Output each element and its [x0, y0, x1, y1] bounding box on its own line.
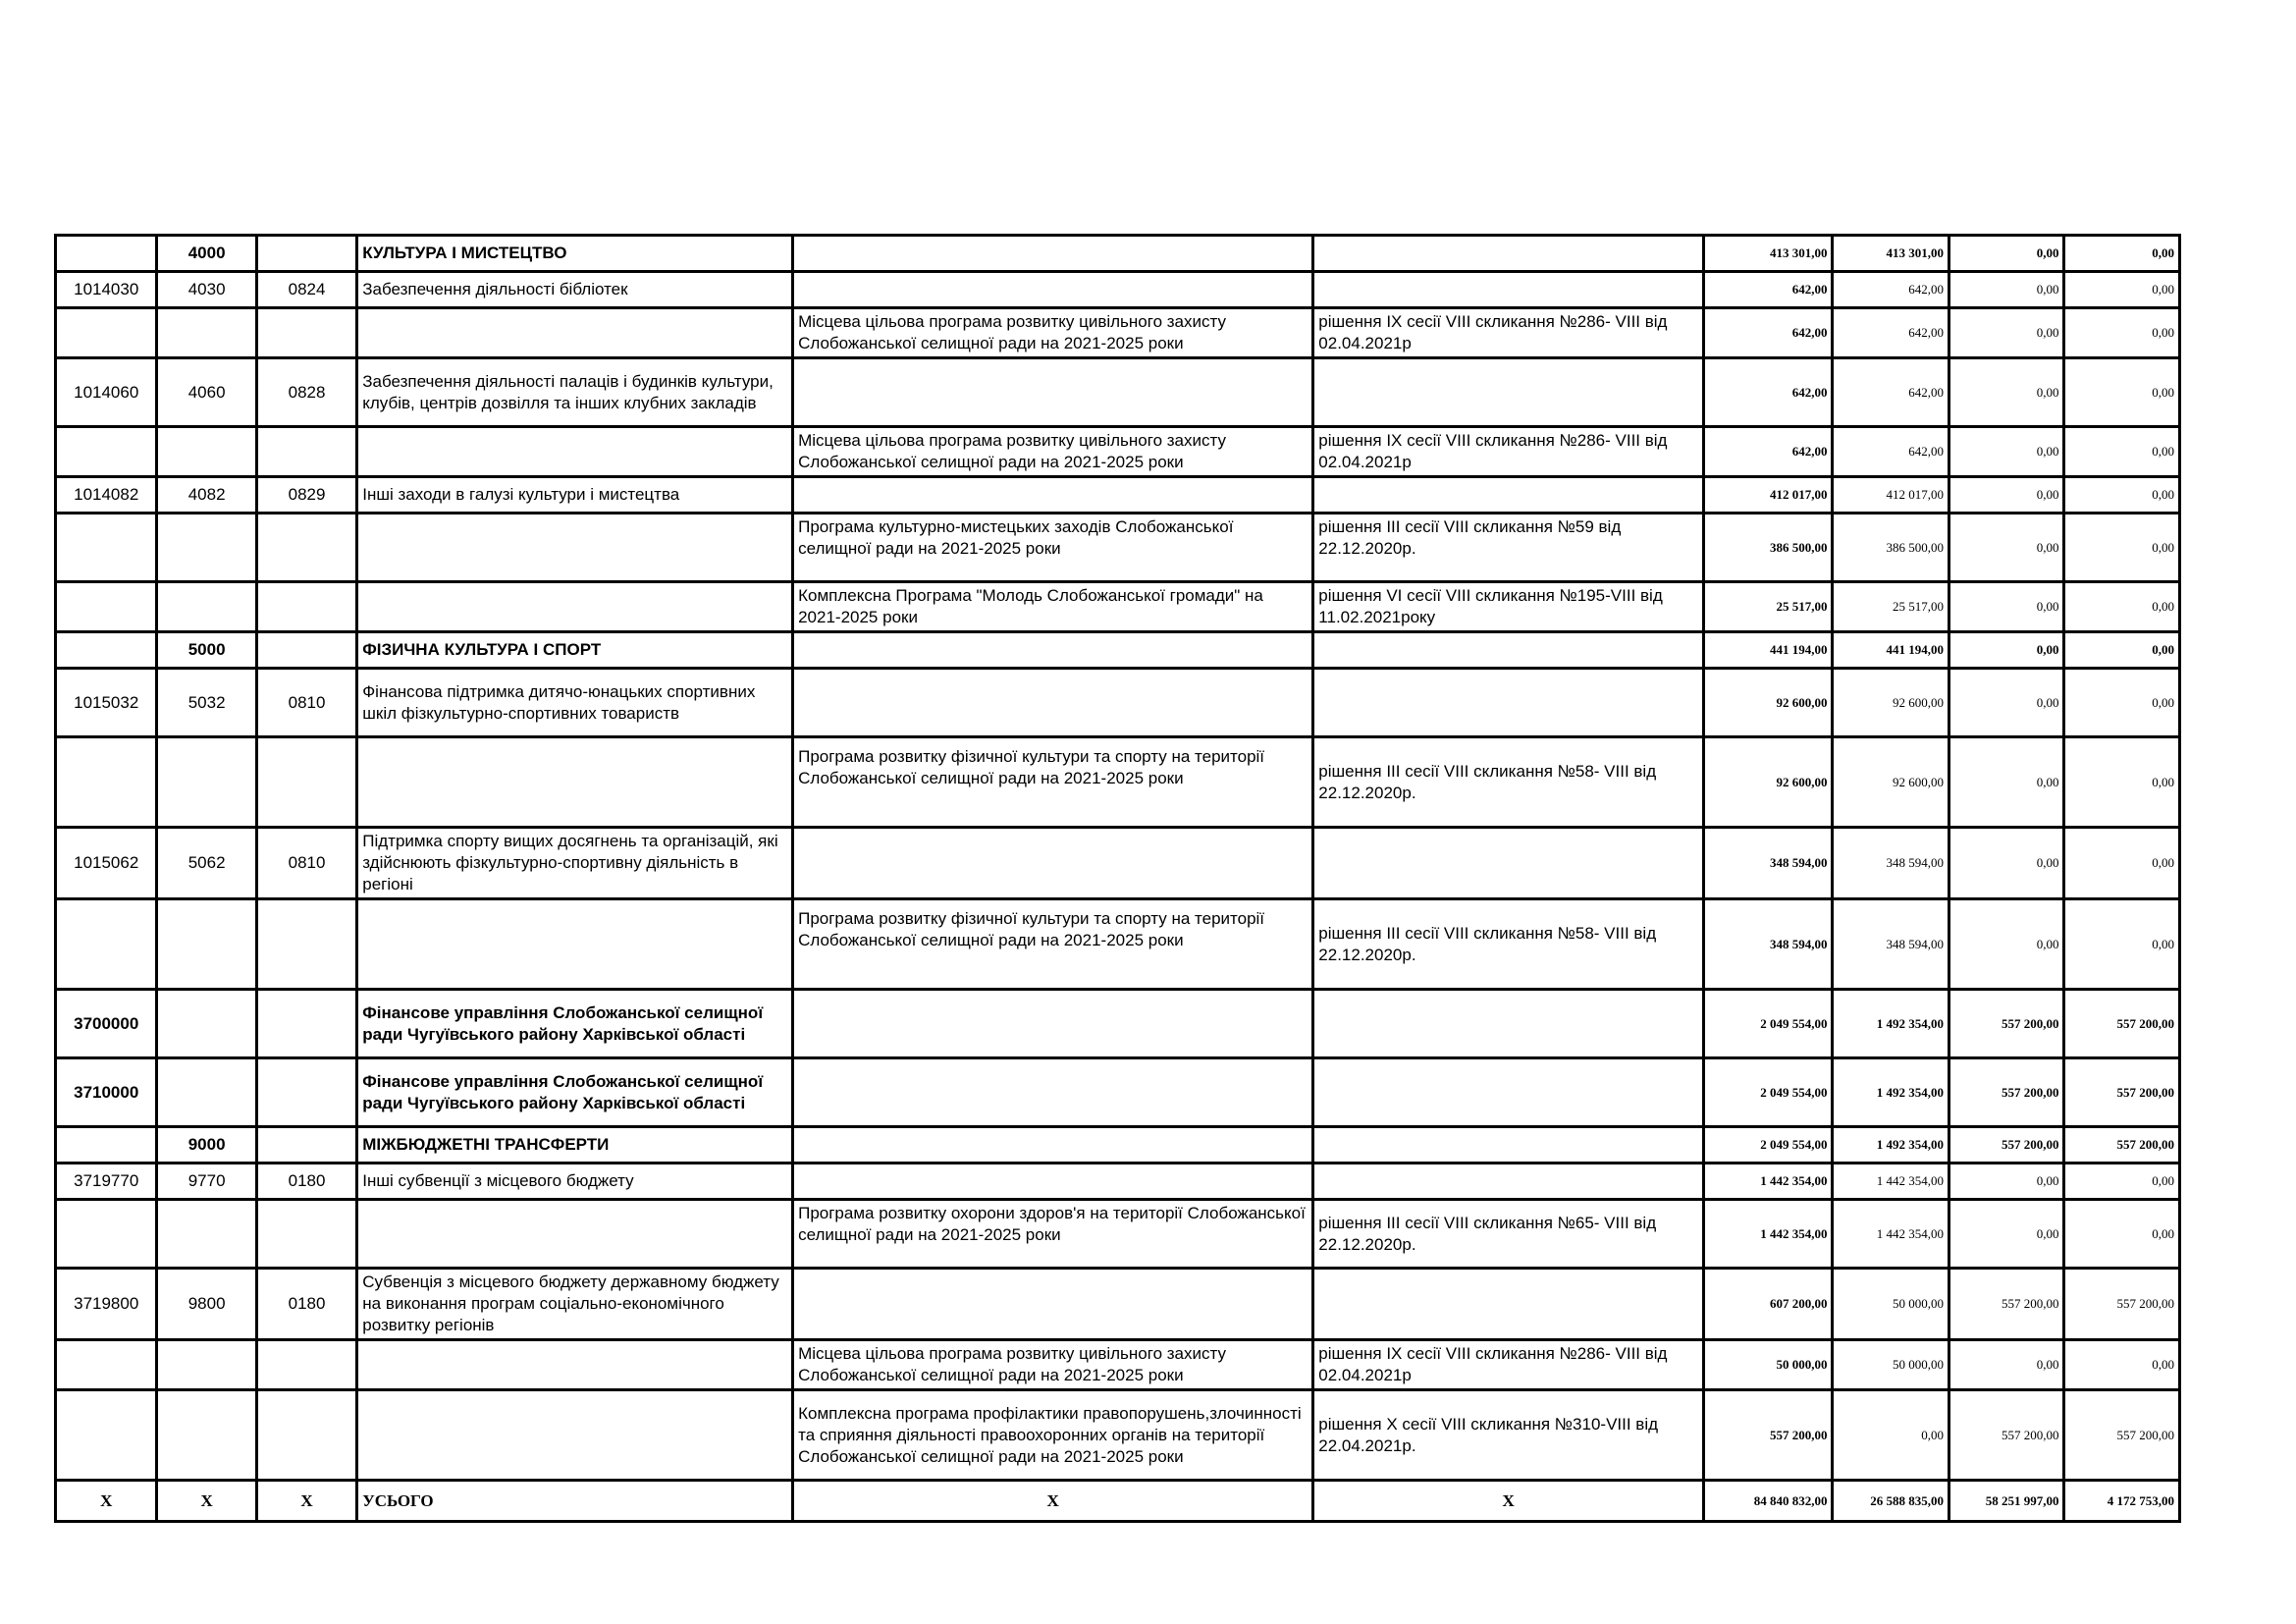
cell-general-fund: 92 600,00 — [1833, 737, 1949, 828]
cell-total: 92 600,00 — [1703, 669, 1833, 737]
table-row — [56, 669, 2180, 737]
cell-general-fund: 92 600,00 — [1833, 669, 1949, 737]
cell-program-code — [157, 899, 256, 990]
cell-program: Місцева цільова програма розвитку цивільного захисту Слобожанської селищної ради на 2021-2025 роки — [793, 1340, 1313, 1390]
table-row — [56, 1200, 2180, 1269]
cell-name: МІЖБЮДЖЕТНІ ТРАНСФЕРТИ — [357, 1127, 793, 1164]
cell-program: Х — [793, 1481, 1313, 1522]
cell-code — [56, 427, 157, 477]
cell-decision — [1313, 272, 1704, 308]
cell-decision — [1313, 1058, 1704, 1127]
cell-special-fund: 0,00 — [1949, 737, 2063, 828]
cell-development-budget: 0,00 — [2064, 514, 2180, 582]
cell-decision: рішення III сесії VIII скликання №59 від 22.12.2020р. — [1313, 514, 1704, 582]
total-special-fund: 58 251 997,00 — [1949, 1481, 2063, 1522]
cell-code: 1014060 — [56, 358, 157, 427]
cell-name — [357, 737, 793, 828]
table-row — [56, 1390, 2180, 1481]
cell-special-fund: 0,00 — [1949, 236, 2063, 272]
cell-code: 3710000 — [56, 1058, 157, 1127]
cell-program-code: 9000 — [157, 1127, 256, 1164]
cell-development-budget: 0,00 — [2064, 477, 2180, 514]
table-row — [56, 1340, 2180, 1390]
cell-program: Програма розвитку фізичної культури та спорту на території Слобожанської селищної ради на 2021-2025 роки — [793, 899, 1313, 990]
table-row — [56, 899, 2180, 990]
cell-special-fund: 557 200,00 — [1949, 990, 2063, 1058]
cell-name: ФІЗИЧНА КУЛЬТУРА І СПОРТ — [357, 632, 793, 669]
cell-name: КУЛЬТУРА І МИСТЕЦТВО — [357, 236, 793, 272]
cell-general-fund: 50 000,00 — [1833, 1269, 1949, 1340]
cell-program-code — [157, 1390, 256, 1481]
cell-program: Програма культурно-мистецьких заходів Слобожанської селищної ради на 2021-2025 роки — [793, 514, 1313, 582]
cell-function-code — [256, 1340, 356, 1390]
table-row — [56, 737, 2180, 828]
cell-general-fund: 348 594,00 — [1833, 899, 1949, 990]
cell-special-fund: 0,00 — [1949, 1340, 2063, 1390]
cell-program-code: 5032 — [157, 669, 256, 737]
table-row — [56, 990, 2180, 1058]
cell-special-fund: 0,00 — [1949, 669, 2063, 737]
cell-name — [357, 899, 793, 990]
cell-general-fund: 1 492 354,00 — [1833, 1058, 1949, 1127]
cell-general-fund: 1 492 354,00 — [1833, 1127, 1949, 1164]
cell-function-code — [256, 632, 356, 669]
cell-decision — [1313, 358, 1704, 427]
cell-development-budget: 557 200,00 — [2064, 1058, 2180, 1127]
cell-total: 441 194,00 — [1703, 632, 1833, 669]
cell-program-code — [157, 514, 256, 582]
cell-general-fund: 0,00 — [1833, 1390, 1949, 1481]
cell-function-code: 0180 — [256, 1269, 356, 1340]
cell-code — [56, 899, 157, 990]
cell-code — [56, 514, 157, 582]
cell-decision: рішення IX сесії VIII скликання №286- VIII від 02.04.2021р — [1313, 427, 1704, 477]
cell-development-budget: 0,00 — [2064, 632, 2180, 669]
cell-total: 348 594,00 — [1703, 828, 1833, 899]
cell-general-fund: 642,00 — [1833, 427, 1949, 477]
cell-special-fund: 0,00 — [1949, 899, 2063, 990]
cell-decision: рішення III сесії VIII скликання №58- VIII від 22.12.2020р. — [1313, 737, 1704, 828]
cell-general-fund: 1 442 354,00 — [1833, 1164, 1949, 1200]
cell-program-code: 4082 — [157, 477, 256, 514]
cell-name: Фінансова підтримка дитячо-юнацьких спортивних шкіл фізкультурно-спортивних товариств — [357, 669, 793, 737]
cell-program — [793, 632, 1313, 669]
cell-decision: рішення III сесії VIII скликання №65- VIII від 22.12.2020р. — [1313, 1200, 1704, 1269]
cell-development-budget: 557 200,00 — [2064, 1390, 2180, 1481]
table-row — [56, 514, 2180, 582]
cell-program — [793, 990, 1313, 1058]
cell-decision — [1313, 990, 1704, 1058]
table-row — [56, 582, 2180, 632]
cell-general-fund: 642,00 — [1833, 308, 1949, 358]
cell-name: Забезпечення діяльності бібліотек — [357, 272, 793, 308]
cell-total: 642,00 — [1703, 308, 1833, 358]
total-general-fund: 26 588 835,00 — [1833, 1481, 1949, 1522]
cell-code: 1015062 — [56, 828, 157, 899]
cell-function-code — [256, 899, 356, 990]
cell-decision — [1313, 477, 1704, 514]
cell-development-budget: 0,00 — [2064, 308, 2180, 358]
cell-general-fund: 1 492 354,00 — [1833, 990, 1949, 1058]
cell-code: 3719800 — [56, 1269, 157, 1340]
cell-development-budget: 0,00 — [2064, 272, 2180, 308]
cell-name — [357, 1340, 793, 1390]
cell-function-code: 0828 — [256, 358, 356, 427]
cell-function-code — [256, 1390, 356, 1481]
total-amount: 84 840 832,00 — [1703, 1481, 1833, 1522]
cell-general-fund: 348 594,00 — [1833, 828, 1949, 899]
cell-development-budget: 557 200,00 — [2064, 990, 2180, 1058]
cell-general-fund: 412 017,00 — [1833, 477, 1949, 514]
total-row — [56, 1481, 2180, 1522]
cell-development-budget: 0,00 — [2064, 427, 2180, 477]
cell-program: Програма розвитку фізичної культури та спорту на території Слобожанської селищної ради на 2021-2025 роки — [793, 737, 1313, 828]
cell-development-budget: 0,00 — [2064, 582, 2180, 632]
table-row — [56, 1164, 2180, 1200]
cell-program: Комплексна Програма "Молодь Слобожанської громади" на 2021-2025 роки — [793, 582, 1313, 632]
cell-code: 1015032 — [56, 669, 157, 737]
cell-special-fund: 557 200,00 — [1949, 1058, 2063, 1127]
cell-name: Інші заходи в галузі культури і мистецтва — [357, 477, 793, 514]
cell-total: 348 594,00 — [1703, 899, 1833, 990]
cell-development-budget: 0,00 — [2064, 737, 2180, 828]
cell-development-budget: 0,00 — [2064, 358, 2180, 427]
cell-general-fund: 642,00 — [1833, 272, 1949, 308]
cell-function-code — [256, 990, 356, 1058]
cell-total: 412 017,00 — [1703, 477, 1833, 514]
cell-function-code — [256, 582, 356, 632]
cell-special-fund: 0,00 — [1949, 828, 2063, 899]
cell-code — [56, 582, 157, 632]
table-row — [56, 1269, 2180, 1340]
cell-name — [357, 582, 793, 632]
cell-development-budget: 557 200,00 — [2064, 1269, 2180, 1340]
table-row — [56, 272, 2180, 308]
table-body — [56, 236, 2180, 1522]
cell-code — [56, 236, 157, 272]
cell-program-code: Х — [157, 1481, 256, 1522]
cell-special-fund: 0,00 — [1949, 427, 2063, 477]
cell-decision: рішення IX сесії VIII скликання №286- VIII від 02.04.2021р — [1313, 308, 1704, 358]
cell-total: 642,00 — [1703, 272, 1833, 308]
cell-program: Комплексна програма профілактики правопорушень,злочинності та сприяння діяльності правоохоронних органів на території Слобожанської селищної ради на 2021-2025 роки — [793, 1390, 1313, 1481]
table-row — [56, 828, 2180, 899]
cell-code — [56, 632, 157, 669]
total-label: УСЬОГО — [357, 1481, 793, 1522]
cell-program — [793, 669, 1313, 737]
cell-program-code — [157, 737, 256, 828]
cell-function-code: 0824 — [256, 272, 356, 308]
cell-special-fund: 0,00 — [1949, 358, 2063, 427]
cell-general-fund: 413 301,00 — [1833, 236, 1949, 272]
cell-decision: рішення X сесії VIII скликання №310-VIII від 22.04.2021р. — [1313, 1390, 1704, 1481]
budget-programs-table — [54, 234, 2181, 1523]
cell-general-fund: 25 517,00 — [1833, 582, 1949, 632]
cell-decision — [1313, 828, 1704, 899]
table-row — [56, 236, 2180, 272]
table-row — [56, 477, 2180, 514]
cell-code: 1014030 — [56, 272, 157, 308]
cell-program-code — [157, 308, 256, 358]
cell-program-code — [157, 1200, 256, 1269]
cell-total: 1 442 354,00 — [1703, 1200, 1833, 1269]
cell-name: Забезпечення діяльності палаців і будинків культури, клубів, центрів дозвілля та інших клубних закладів — [357, 358, 793, 427]
cell-code — [56, 1390, 157, 1481]
cell-program — [793, 828, 1313, 899]
cell-program — [793, 477, 1313, 514]
cell-special-fund: 557 200,00 — [1949, 1269, 2063, 1340]
cell-total: 557 200,00 — [1703, 1390, 1833, 1481]
cell-function-code: Х — [256, 1481, 356, 1522]
cell-function-code — [256, 1127, 356, 1164]
cell-special-fund: 0,00 — [1949, 582, 2063, 632]
cell-program-code: 5000 — [157, 632, 256, 669]
cell-general-fund: 1 442 354,00 — [1833, 1200, 1949, 1269]
cell-program: Місцева цільова програма розвитку цивільного захисту Слобожанської селищної ради на 2021-2025 роки — [793, 308, 1313, 358]
cell-program-code: 4030 — [157, 272, 256, 308]
cell-special-fund: 557 200,00 — [1949, 1127, 2063, 1164]
cell-special-fund: 0,00 — [1949, 1164, 2063, 1200]
cell-program-code — [157, 427, 256, 477]
cell-general-fund: 386 500,00 — [1833, 514, 1949, 582]
cell-function-code — [256, 737, 356, 828]
cell-decision — [1313, 1269, 1704, 1340]
cell-function-code — [256, 1200, 356, 1269]
cell-development-budget: 0,00 — [2064, 899, 2180, 990]
cell-code — [56, 737, 157, 828]
cell-program-code: 4000 — [157, 236, 256, 272]
cell-total: 1 442 354,00 — [1703, 1164, 1833, 1200]
cell-decision — [1313, 236, 1704, 272]
cell-general-fund: 50 000,00 — [1833, 1340, 1949, 1390]
cell-special-fund: 0,00 — [1949, 272, 2063, 308]
cell-program-code — [157, 1340, 256, 1390]
cell-code: 1014082 — [56, 477, 157, 514]
cell-decision: Х — [1313, 1481, 1704, 1522]
cell-name: Субвенція з місцевого бюджету державному бюджету на виконання програм соціально-економічного розвитку регіонів — [357, 1269, 793, 1340]
cell-development-budget: 0,00 — [2064, 1340, 2180, 1390]
cell-special-fund: 0,00 — [1949, 632, 2063, 669]
cell-total: 413 301,00 — [1703, 236, 1833, 272]
cell-total: 2 049 554,00 — [1703, 1058, 1833, 1127]
cell-decision: рішення III сесії VIII скликання №58- VIII від 22.12.2020р. — [1313, 899, 1704, 990]
cell-code — [56, 1127, 157, 1164]
cell-program — [793, 1058, 1313, 1127]
cell-name — [357, 427, 793, 477]
cell-special-fund: 557 200,00 — [1949, 1390, 2063, 1481]
cell-total: 2 049 554,00 — [1703, 1127, 1833, 1164]
cell-program: Програма розвитку охорони здоров'я на території Слобожанської селищної ради на 2021-2025 роки — [793, 1200, 1313, 1269]
cell-program-code: 9800 — [157, 1269, 256, 1340]
cell-decision — [1313, 669, 1704, 737]
cell-code — [56, 308, 157, 358]
cell-function-code — [256, 514, 356, 582]
cell-total: 386 500,00 — [1703, 514, 1833, 582]
table-row — [56, 308, 2180, 358]
cell-total: 50 000,00 — [1703, 1340, 1833, 1390]
cell-function-code: 0829 — [256, 477, 356, 514]
cell-development-budget: 0,00 — [2064, 1200, 2180, 1269]
cell-function-code — [256, 236, 356, 272]
table-row — [56, 358, 2180, 427]
cell-development-budget: 557 200,00 — [2064, 1127, 2180, 1164]
table-row — [56, 427, 2180, 477]
cell-program: Місцева цільова програма розвитку цивільного захисту Слобожанської селищної ради на 2021-2025 роки — [793, 427, 1313, 477]
cell-program — [793, 358, 1313, 427]
cell-code: 3719770 — [56, 1164, 157, 1200]
cell-program-code: 9770 — [157, 1164, 256, 1200]
cell-special-fund: 0,00 — [1949, 308, 2063, 358]
cell-program-code: 4060 — [157, 358, 256, 427]
cell-program-code — [157, 1058, 256, 1127]
cell-program-code — [157, 582, 256, 632]
cell-general-fund: 441 194,00 — [1833, 632, 1949, 669]
cell-general-fund: 642,00 — [1833, 358, 1949, 427]
cell-code: Х — [56, 1481, 157, 1522]
cell-decision: рішення IX сесії VIII скликання №286- VIII від 02.04.2021р — [1313, 1340, 1704, 1390]
cell-total: 642,00 — [1703, 358, 1833, 427]
cell-name — [357, 1200, 793, 1269]
cell-development-budget: 0,00 — [2064, 669, 2180, 737]
cell-program — [793, 1164, 1313, 1200]
cell-total: 642,00 — [1703, 427, 1833, 477]
cell-name: Підтримка спорту вищих досягнень та організацій, які здійснюють фізкультурно-спортивну діяльність в регіоні — [357, 828, 793, 899]
cell-decision — [1313, 1164, 1704, 1200]
cell-function-code: 0810 — [256, 828, 356, 899]
cell-function-code — [256, 308, 356, 358]
cell-name — [357, 1390, 793, 1481]
table-row — [56, 1127, 2180, 1164]
cell-program — [793, 272, 1313, 308]
cell-name — [357, 308, 793, 358]
cell-special-fund: 0,00 — [1949, 1200, 2063, 1269]
cell-name: Інші субвенції з місцевого бюджету — [357, 1164, 793, 1200]
table-row — [56, 632, 2180, 669]
cell-function-code — [256, 1058, 356, 1127]
cell-name — [357, 514, 793, 582]
cell-special-fund: 0,00 — [1949, 514, 2063, 582]
cell-decision — [1313, 632, 1704, 669]
cell-code — [56, 1340, 157, 1390]
cell-code: 3700000 — [56, 990, 157, 1058]
cell-development-budget: 0,00 — [2064, 236, 2180, 272]
table-row — [56, 1058, 2180, 1127]
cell-program — [793, 1269, 1313, 1340]
cell-decision — [1313, 1127, 1704, 1164]
cell-name: Фінансове управління Слобожанської селищної ради Чугуївського району Харківської області — [357, 990, 793, 1058]
cell-decision: рішення VI сесії VIII скликання №195-VIII від 11.02.2021року — [1313, 582, 1704, 632]
cell-program-code — [157, 990, 256, 1058]
cell-total: 2 049 554,00 — [1703, 990, 1833, 1058]
cell-development-budget: 0,00 — [2064, 828, 2180, 899]
cell-program — [793, 1127, 1313, 1164]
cell-code — [56, 1200, 157, 1269]
cell-total: 607 200,00 — [1703, 1269, 1833, 1340]
total-development-budget: 4 172 753,00 — [2064, 1481, 2180, 1522]
cell-special-fund: 0,00 — [1949, 477, 2063, 514]
cell-development-budget: 0,00 — [2064, 1164, 2180, 1200]
cell-function-code — [256, 427, 356, 477]
cell-program — [793, 236, 1313, 272]
cell-total: 92 600,00 — [1703, 737, 1833, 828]
cell-function-code: 0180 — [256, 1164, 356, 1200]
cell-name: Фінансове управління Слобожанської селищної ради Чугуївського району Харківської області — [357, 1058, 793, 1127]
cell-program-code: 5062 — [157, 828, 256, 899]
cell-total: 25 517,00 — [1703, 582, 1833, 632]
cell-function-code: 0810 — [256, 669, 356, 737]
